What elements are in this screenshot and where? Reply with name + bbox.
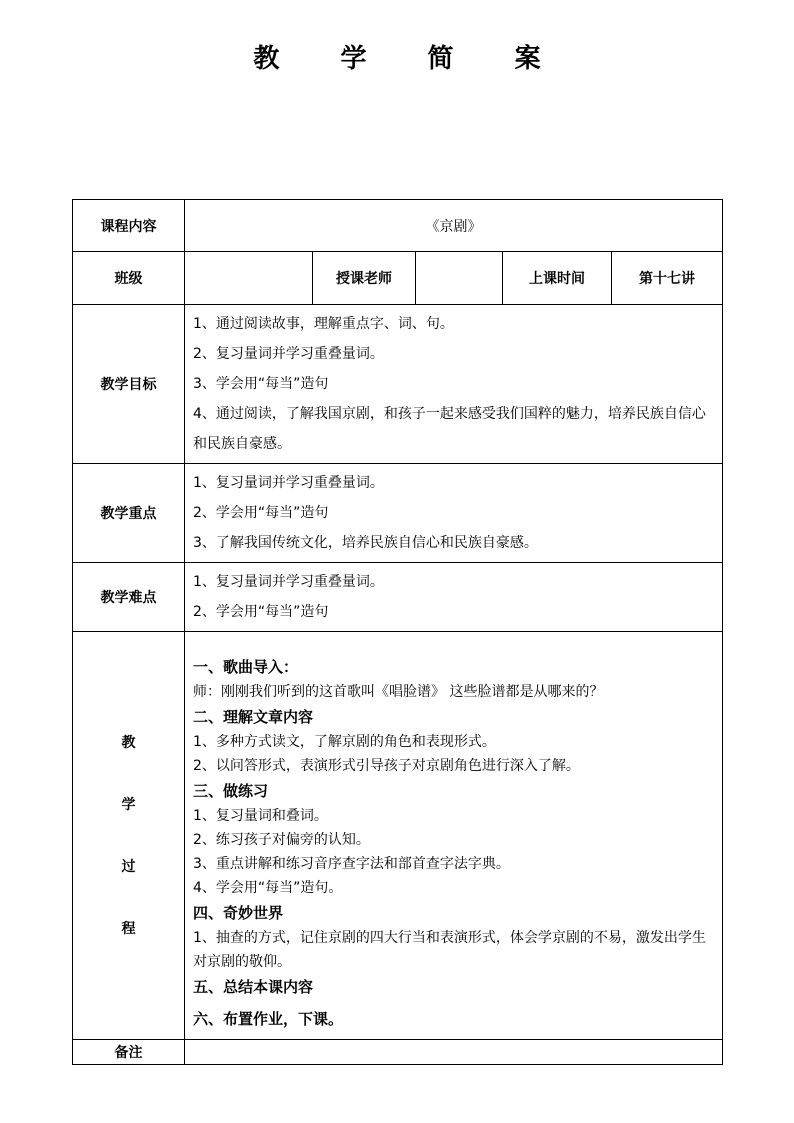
goal-item: 4、通过阅读，了解我国京剧，和孩子一起来感受我们国粹的魅力，培养民族自信心和民族自豪感。 [193, 406, 706, 452]
time-value: 第十七讲 [612, 252, 723, 305]
remark-label: 备注 [73, 1040, 185, 1065]
difficulty-item: 2、学会用“每当”造句 [193, 604, 329, 620]
process-label [73, 632, 185, 1040]
process-line: 师：刚刚我们听到的这首歌叫《唱脸谱》 这些脸谱都是从哪来的？ [193, 683, 604, 700]
keypoints-label: 教学重点 [73, 464, 185, 563]
course-value: 《京剧》 [185, 200, 723, 252]
keypoints-content [185, 464, 723, 563]
goals-label: 教学目标 [73, 305, 185, 464]
class-value [185, 252, 313, 305]
keypoint-item: 3、了解我国传统文化，培养民族自信心和民族自豪感。 [193, 535, 538, 551]
difficulties-row [73, 563, 723, 632]
process-line: 1、多种方式读文，了解京剧的角色和表现形式。 [193, 733, 496, 750]
teacher-label: 授课老师 [313, 252, 416, 305]
process-content [185, 632, 723, 1040]
process-row [73, 632, 723, 1040]
process-label-char: 过 [121, 858, 136, 875]
info-row [73, 252, 723, 305]
process-line: 1、抽查的方式，记住京剧的四大行当和表演形式，体会学京剧的不易，激发出学生对京剧的敬仰。 [193, 929, 706, 970]
goal-item: 1、通过阅读故事，理解重点字、词、句。 [193, 316, 454, 332]
section-heading: 五、总结本课内容 [193, 977, 314, 996]
process-line: 2、以问答形式，表演形式引导孩子对京剧角色进行深入了解。 [193, 757, 580, 774]
process-label-char: 学 [121, 796, 136, 813]
difficulties-label: 教学难点 [73, 563, 185, 632]
process-line: 1、复习量词和叠词。 [193, 807, 328, 824]
section-heading: 三、做练习 [193, 781, 269, 800]
time-label: 上课时间 [503, 252, 612, 305]
section-heading: 四、奇妙世界 [193, 903, 284, 922]
section-heading: 一、歌曲导入： [193, 657, 299, 676]
difficulties-content [185, 563, 723, 632]
goal-item: 3、学会用“每当”造句 [193, 376, 329, 392]
course-row [73, 200, 723, 252]
section-heading: 六、布置作业，下课。 [193, 1009, 344, 1028]
section-heading: 二、理解文章内容 [193, 707, 314, 726]
process-line: 3、重点讲解和练习音序查字法和部首查字法字典。 [193, 855, 510, 872]
lesson-plan-table [72, 199, 723, 1065]
difficulty-item: 1、复习量词并学习重叠量词。 [193, 574, 384, 590]
goal-item: 2、复习量词并学习重叠量词。 [193, 346, 384, 362]
keypoint-item: 1、复习量词并学习重叠量词。 [193, 475, 384, 491]
process-label-char: 程 [121, 920, 136, 937]
page-title: 教 学 简 案 [253, 44, 567, 74]
class-label: 班级 [73, 252, 185, 305]
process-line: 4、学会用“每当”造句。 [193, 879, 343, 896]
course-label: 课程内容 [73, 200, 185, 252]
goals-content [185, 305, 723, 464]
keypoint-item: 2、学会用“每当”造句 [193, 505, 329, 521]
goals-row [73, 305, 723, 464]
remark-row [73, 1040, 723, 1065]
keypoints-row [73, 464, 723, 563]
process-line: 2、练习孩子对偏旁的认知。 [193, 831, 370, 848]
remark-value [185, 1040, 723, 1065]
process-label-char: 教 [121, 734, 136, 751]
teacher-value [416, 252, 503, 305]
